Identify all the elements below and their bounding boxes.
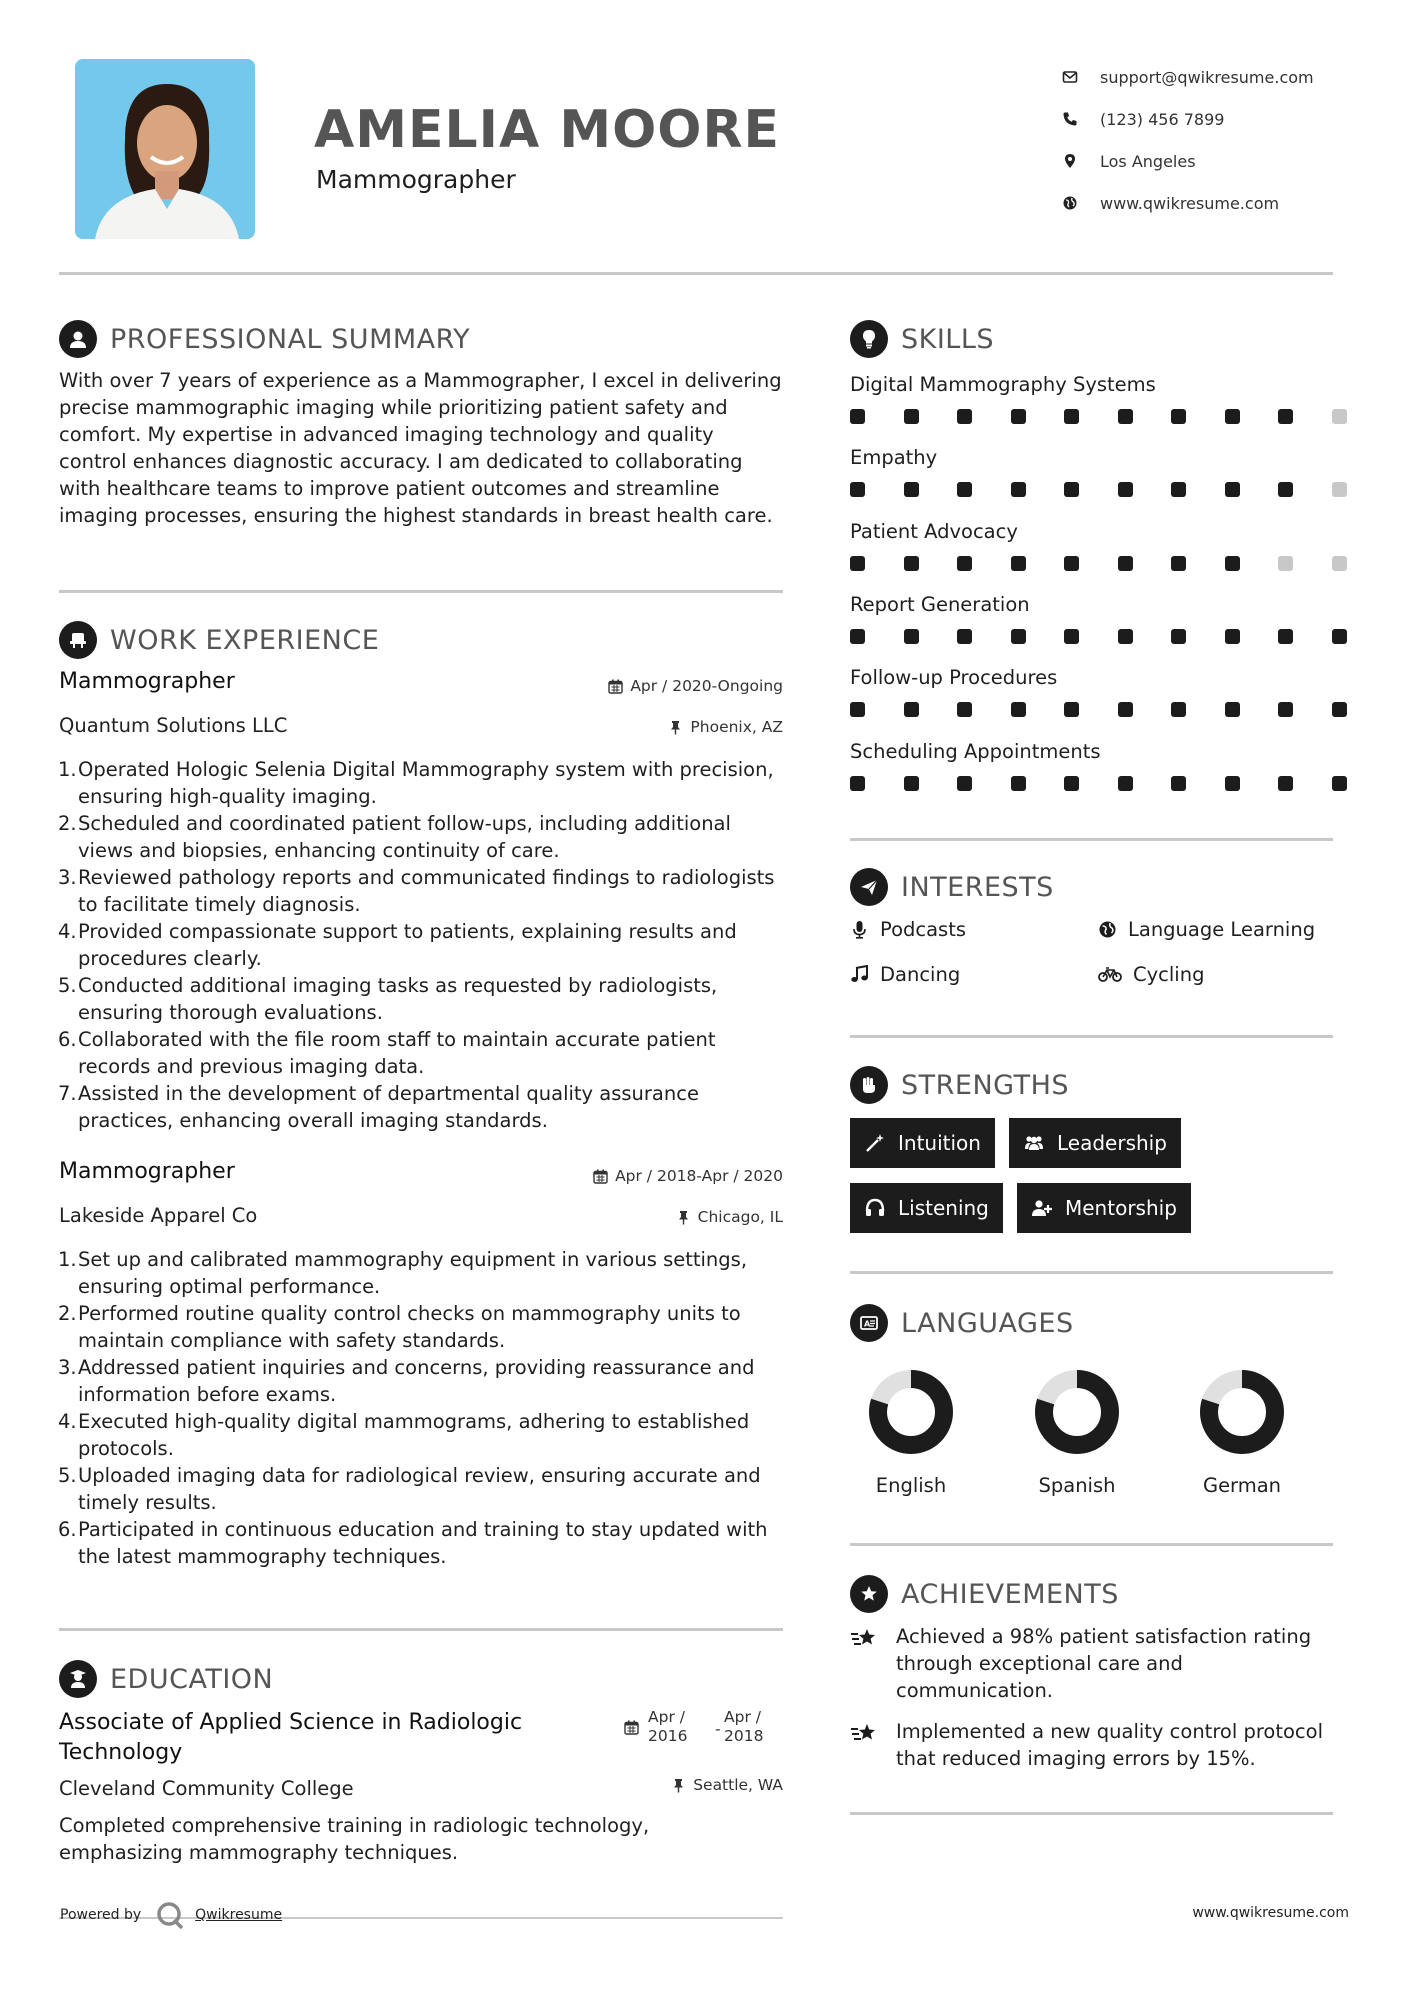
interest-label: Cycling (1133, 963, 1205, 986)
magic-wand-icon (864, 1132, 886, 1154)
language-level-ring (1198, 1368, 1286, 1456)
footer-url[interactable]: www.qwikresume.com (1192, 1905, 1349, 1921)
skill-rating-dot (1171, 482, 1186, 497)
contact-phone-text: (123) 456 7899 (1100, 109, 1225, 129)
shooting-star-icon (850, 1626, 880, 1652)
edu-end-month: Apr / (724, 1708, 761, 1726)
skill-rating-dot (957, 482, 972, 497)
languages-heading-text: LANGUAGES (901, 1307, 1074, 1339)
job-title-2: Mammographer (59, 1159, 235, 1184)
globe-icon (1062, 195, 1100, 211)
skill-rating-dot (1225, 482, 1240, 497)
languages-divider (850, 1543, 1333, 1546)
skill-rating-dot (904, 556, 919, 571)
map-pin-icon (1062, 153, 1100, 169)
list-item: 3. Reviewed pathology reports and communicated findings to radiologists to facilitate timely diagnosis. (58, 866, 775, 916)
achievements-divider (850, 1812, 1333, 1815)
strength-mentorship (1017, 1183, 1191, 1233)
calendar-icon (624, 1720, 639, 1735)
degree-title (59, 1708, 522, 1768)
job-date-text-2: Apr / 2018-Apr / 2020 (615, 1167, 783, 1185)
calendar-icon (608, 679, 623, 694)
language-icon (850, 1304, 888, 1342)
list-item: 5. Uploaded imaging data for radiological review, ensuring accurate and timely results. (58, 1464, 761, 1514)
skill-rating-dot (1171, 409, 1186, 424)
interest-label: Podcasts (880, 918, 967, 941)
language-label: English (875, 1474, 947, 1497)
achievement-1: Achieved a 98% patient satisfaction rating through exceptional care and communication. (896, 1625, 1312, 1702)
skill-name: Scheduling Appointments (850, 739, 1101, 763)
skill-rating-dot (1011, 629, 1026, 644)
qwikresume-logo-icon (155, 1900, 185, 1930)
svg-text:A: A (864, 1319, 871, 1329)
award-icon (850, 1575, 888, 1613)
strength-label: Intuition (898, 1131, 981, 1155)
skill-rating-dot (1278, 409, 1293, 424)
strength-label: Listening (898, 1196, 989, 1220)
skill-rating-dot (1064, 556, 1079, 571)
powered-by (60, 1900, 282, 1930)
job-title-1: Mammographer (59, 669, 235, 694)
skill-rating-dot (957, 629, 972, 644)
job-company-2: Lakeside Apparel Co (59, 1204, 258, 1227)
skill-rating-dot (850, 556, 865, 571)
user-plus-icon (1031, 1197, 1053, 1219)
interest-label: Dancing (880, 963, 961, 986)
list-item: 6. Collaborated with the file room staff to maintain accurate patient records and previous imaging data. (58, 1028, 716, 1078)
skill-rating-dot (904, 702, 919, 717)
skill-rating-dot (904, 629, 919, 644)
interest-label: Language Learning (1128, 918, 1316, 941)
skill-rating-dot (1011, 776, 1026, 791)
skill-rating-dot (1118, 776, 1133, 791)
skill-name: Digital Mammography Systems (850, 373, 1156, 396)
paper-plane-icon (850, 868, 888, 906)
bicycle-icon (1098, 965, 1122, 984)
pushpin-icon (668, 720, 683, 735)
skill-rating-dot (1118, 409, 1133, 424)
job-location-1 (500, 718, 783, 736)
skill-rating-dot (1332, 629, 1347, 644)
language-level-ring (1033, 1368, 1121, 1456)
skill-rating-dot (1064, 482, 1079, 497)
job-date-1 (500, 677, 783, 695)
skill-rating-dot (1064, 702, 1079, 717)
summary-text: With over 7 years of experience as a Mammographer, I excel in delivering precise mammographic imaging while prioritizing patient safety and comfort. My expertise in advanced imaging technology and quality control enhances diagnostic accuracy. I am dedicated to collaborating with healthcare teams to improve patient outcomes and streamline imaging processes, ensuring the highest standards in breast health care. (59, 369, 782, 527)
skill-rating-dot (850, 629, 865, 644)
degree-line-2: Technology (59, 1740, 183, 1765)
skill-rating-dot (1278, 776, 1293, 791)
envelope-icon (1062, 69, 1100, 85)
skill-rating-dot (1225, 776, 1240, 791)
edu-end-year: 2018 (724, 1727, 764, 1745)
skill-rating-dot (904, 776, 919, 791)
strengths-heading (850, 1066, 1069, 1104)
contact-website-text: www.qwikresume.com (1100, 193, 1280, 213)
strength-label: Leadership (1057, 1131, 1167, 1155)
skills-heading (850, 320, 994, 358)
skill-rating-dot (1332, 556, 1347, 571)
skill-rating-dot (1225, 702, 1240, 717)
qwikresume-link[interactable]: Qwikresume (195, 1907, 283, 1923)
job-duties-1 (60, 756, 790, 1134)
skill-rating-dot (1064, 409, 1079, 424)
skill-rating-dot (1118, 629, 1133, 644)
skill-rating-dot (1011, 409, 1026, 424)
music-note-icon (850, 965, 869, 984)
job-duties-2 (60, 1246, 790, 1570)
list-item: 1. Set up and calibrated mammography equipment in various settings, ensuring optimal performance. (58, 1248, 748, 1298)
skill-rating-dot (1064, 629, 1079, 644)
skill-rating-dot (1278, 702, 1293, 717)
summary-heading-text: PROFESSIONAL SUMMARY (110, 323, 471, 355)
phone-icon (1062, 111, 1100, 127)
job-location-text-1: Phoenix, AZ (690, 718, 783, 736)
contact-list (1062, 56, 1382, 224)
strength-listening (850, 1183, 1003, 1233)
work-divider (59, 1628, 783, 1631)
list-item: 4. Executed high-quality digital mammograms, adhering to established protocols. (58, 1410, 750, 1460)
education-text: Completed comprehensive training in radiologic technology, emphasizing mammography techniques. (59, 1814, 650, 1864)
edu-date-sep: - (715, 1720, 721, 1738)
user-icon (59, 320, 97, 358)
job-date-text-1: Apr / 2020-Ongoing (630, 677, 783, 695)
skill-rating-dot (1011, 702, 1026, 717)
list-item: 3. Addressed patient inquiries and concerns, providing reassurance and information before exams. (58, 1356, 755, 1406)
work-heading-text: WORK EXPERIENCE (110, 624, 380, 656)
skill-rating-dot (904, 482, 919, 497)
skill-rating-dot (957, 556, 972, 571)
skill-rating-dot (1118, 702, 1133, 717)
skill-rating-dot (957, 776, 972, 791)
strength-label: Mentorship (1065, 1196, 1177, 1220)
school-name: Cleveland Community College (59, 1777, 354, 1800)
skill-rating-dot (1064, 776, 1079, 791)
interests-heading-text: INTERESTS (901, 871, 1054, 903)
microphone-icon (850, 920, 869, 939)
skill-rating-dot (957, 702, 972, 717)
calendar-icon (593, 1169, 608, 1184)
skill-name: Report Generation (850, 592, 1030, 616)
users-icon (1023, 1132, 1045, 1154)
contact-website[interactable] (1062, 182, 1382, 224)
skill-name: Follow-up Procedures (850, 666, 1058, 690)
contact-location-text: Los Angeles (1100, 151, 1196, 171)
briefcase-icon (59, 621, 97, 659)
skill-rating-dot (1332, 702, 1347, 717)
education-location (500, 1776, 783, 1794)
language-label: Spanish (1038, 1474, 1116, 1497)
summary-divider (59, 590, 783, 593)
candidate-name: AMELIA MOORE (314, 100, 781, 160)
skill-rating-dot (1171, 702, 1186, 717)
skill-rating-dot (850, 482, 865, 497)
strengths-heading-text: STRENGTHS (901, 1069, 1070, 1101)
edu-start-year: 2016 (648, 1727, 688, 1745)
list-item: 4. Provided compassionate support to patients, explaining results and procedures clearly. (58, 920, 737, 970)
work-heading (59, 621, 379, 659)
skill-rating-dot (1225, 629, 1240, 644)
skill-rating-dot (850, 702, 865, 717)
skill-rating-dot (1171, 776, 1186, 791)
pushpin-icon (676, 1210, 691, 1225)
candidate-title: Mammographer (316, 165, 516, 194)
skill-rating-dot (1332, 409, 1347, 424)
strengths-divider (850, 1271, 1333, 1274)
interests-divider (850, 1035, 1333, 1038)
list-item: 7. Assisted in the development of departmental quality assurance practices, enhancing overall imaging standards. (58, 1082, 699, 1132)
list-item: 1. Operated Hologic Selenia Digital Mammography system with precision, ensuring high-quality imaging. (58, 758, 774, 808)
shooting-star-icon (850, 1721, 880, 1747)
interest-language-learning (1098, 918, 1315, 941)
list-item: 5. Conducted additional imaging tasks as requested by radiologists, ensuring thorough evaluations. (58, 974, 718, 1024)
achievements-heading (850, 1575, 1119, 1613)
skill-rating-dot (1118, 482, 1133, 497)
skill-rating-dot (1171, 556, 1186, 571)
education-heading-text: EDUCATION (110, 1663, 274, 1695)
summary-heading (59, 320, 470, 358)
interest-cycling (1098, 963, 1204, 986)
skills-divider (850, 838, 1333, 841)
list-item: 2. Performed routine quality control checks on mammography units to maintain compliance with safety standards. (58, 1302, 741, 1352)
job-location-text-2: Chicago, IL (697, 1208, 783, 1226)
skill-rating-dot (957, 409, 972, 424)
skill-rating-dot (1278, 482, 1293, 497)
powered-by-text: Powered by (60, 1907, 142, 1923)
profile-photo (75, 59, 255, 239)
skill-name: Empathy (850, 446, 938, 470)
degree-line-1: Associate of Applied Science in Radiologic (59, 1710, 523, 1735)
skill-rating-dot (1332, 482, 1347, 497)
skill-rating-dot (1118, 556, 1133, 571)
skill-rating-dot (1278, 629, 1293, 644)
edu-start-month: Apr / (648, 1708, 685, 1726)
contact-location (1062, 140, 1382, 182)
job-location-2 (500, 1208, 783, 1226)
interest-podcasts (850, 918, 966, 941)
contact-email-text: support@qwikresume.com (1100, 67, 1314, 87)
skill-rating-dot (1278, 556, 1293, 571)
skill-name: Patient Advocacy (850, 519, 1018, 543)
list-item: 2. Scheduled and coordinated patient follow-ups, including additional views and biopsies, enhancing continuity of care. (58, 812, 731, 862)
achievements-heading-text: ACHIEVEMENTS (901, 1578, 1119, 1610)
list-item: 6. Participated in continuous education and training to stay updated with the latest mammography techniques. (58, 1518, 768, 1568)
languages-heading (850, 1304, 1074, 1342)
contact-phone[interactable] (1062, 98, 1382, 140)
education-heading (59, 1660, 273, 1698)
language-label: German (1202, 1474, 1282, 1497)
job-company-1: Quantum Solutions LLC (59, 714, 288, 737)
skill-rating-dot (1011, 556, 1026, 571)
skill-rating-dot (904, 409, 919, 424)
skill-rating-dot (850, 776, 865, 791)
headphones-icon (864, 1197, 886, 1219)
interests-heading (850, 868, 1054, 906)
skills-heading-text: SKILLS (901, 323, 995, 355)
skill-rating-dot (1332, 776, 1347, 791)
education-location-text: Seattle, WA (693, 1776, 783, 1794)
strength-intuition (850, 1118, 995, 1168)
achievement-2: Implemented a new quality control protocol that reduced imaging errors by 15%. (896, 1720, 1324, 1770)
graduate-icon (59, 1660, 97, 1698)
skill-rating-dot (1225, 409, 1240, 424)
lightbulb-icon (850, 320, 888, 358)
skill-rating-dot (850, 409, 865, 424)
skill-rating-dot (1225, 556, 1240, 571)
skill-rating-dot (1011, 482, 1026, 497)
interest-dancing (850, 963, 960, 986)
language-level-ring (867, 1368, 955, 1456)
job-date-2 (500, 1167, 783, 1185)
globe-icon (1098, 920, 1117, 939)
skill-rating-dot (1171, 629, 1186, 644)
contact-email[interactable] (1062, 56, 1382, 98)
fist-icon (850, 1066, 888, 1104)
header-divider (59, 272, 1333, 275)
pushpin-icon (671, 1778, 686, 1793)
strength-leadership (1009, 1118, 1181, 1168)
